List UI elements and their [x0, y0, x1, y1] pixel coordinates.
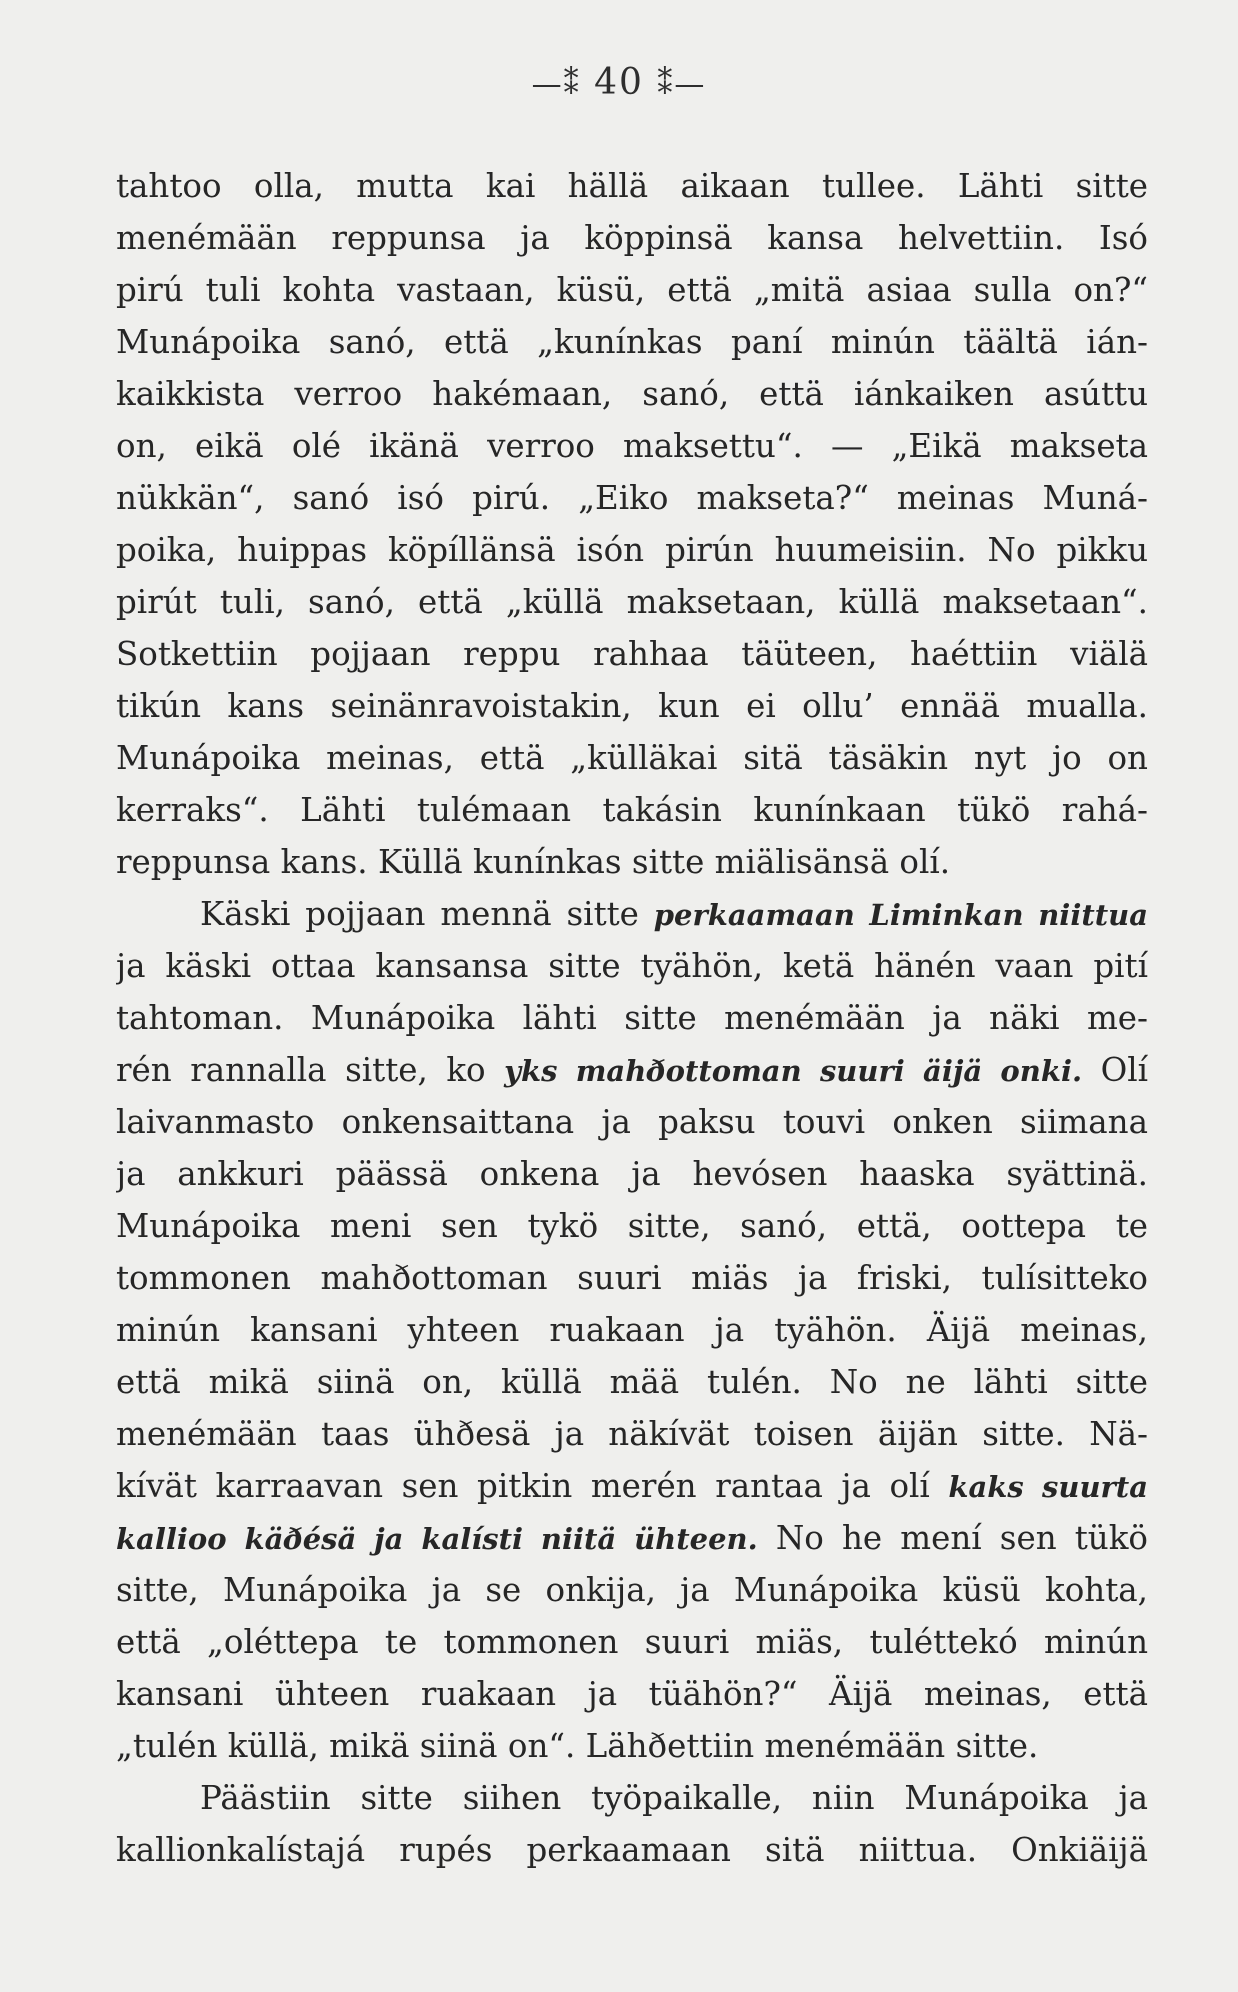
text-line: että „oléttepa te tommonen suuri miäs, tuléttekó minún	[116, 1623, 1148, 1661]
text-line: Munápoika meni sen tykö sitte, sanó, että, oottepa te	[116, 1207, 1148, 1245]
text-line: että mikä siinä on, küllä mää tulén. No ne lähti sitte	[116, 1363, 1148, 1401]
header-left-ornament: —⁑	[531, 67, 581, 102]
text-line: menémään reppunsa ja köppinsä kansa helvettiin. Isó	[116, 219, 1148, 257]
text-line: ja ankkuri päässä onkena ja hevósen haaska syättinä.	[116, 1155, 1148, 1193]
text-line: Sotkettiin pojjaan reppu rahhaa täüteen, haéttiin viälä	[116, 635, 1148, 673]
text-line: poika, huippas köpíllänsä isón pirún huumeisiin. No pikku	[116, 531, 1148, 569]
text-line: kaikkista verroo hakémaan, sanó, että iánkaiken asúttu	[116, 375, 1148, 413]
text-line: Munápoika meinas, että „külläkai sitä täsäkin nyt jo on	[116, 739, 1148, 777]
text-line: kerraks“. Lähti tulémaan takásin kunínkaan tükö rahá-	[116, 791, 1148, 829]
text-line: tikún kans seinänravoistakin, kun ei ollu’ ennää mualla.	[116, 687, 1148, 725]
text-line: kansani ühteen ruakaan ja tüähön?“ Äijä meinas, että	[116, 1675, 1148, 1713]
page-header	[0, 62, 1238, 103]
italic-phrase: kallioo käðésä ja kalísti niitä ühteen.	[116, 1522, 758, 1556]
text-line: kallionkalístajá rupés perkaamaan sitä niittua. Onkiäijä	[116, 1831, 1148, 1869]
text-line: menémään taas ühðesä ja näkívät toisen äijän sitte. Nä-	[116, 1415, 1148, 1453]
text-line: „tulén küllä, mikä siinä on“. Lähðettiin menémään sitte.	[116, 1727, 1039, 1765]
text-line: on, eikä olé ikänä verroo maksettu“. — „Eikä makseta	[116, 427, 1148, 465]
body-text	[116, 160, 1148, 1876]
text-line: Käski pojjaan mennä sitte perkaamaan Liminkan niittua	[200, 895, 1148, 933]
text-line: pirút tuli, sanó, että „küllä maksetaan, küllä maksetaan“.	[116, 583, 1148, 621]
text-line: sitte, Munápoika ja se onkija, ja Munápoika küsü kohta,	[116, 1571, 1148, 1609]
text-line: tahtoman. Munápoika lähti sitte menémään ja näki me-	[116, 999, 1148, 1037]
text-line: Munápoika sanó, että „kunínkas paní minún täältä ián-	[116, 323, 1148, 361]
text-line: tommonen mahðottoman suuri miäs ja friski, tulísitteko	[116, 1259, 1148, 1297]
italic-phrase: yks mahðottoman suuri äijä onki.	[504, 1054, 1083, 1088]
text-line: minún kansani yhteen ruakaan ja tyähön. Äijä meinas,	[116, 1311, 1148, 1349]
text-line: pirú tuli kohta vastaan, küsü, että „mitä asiaa sulla on?“	[116, 271, 1148, 309]
text-line: nükkän“, sanó isó pirú. „Eiko makseta?“ meinas Muná-	[116, 479, 1148, 517]
text-line: kívät karraavan sen pitkin merén rantaa ja olí kaks suurta	[116, 1467, 1148, 1505]
text-line: ja käski ottaa kansansa sitte tyähön, ketä hänén vaan pití	[116, 947, 1148, 985]
page-number: 40	[594, 62, 644, 103]
italic-phrase: perkaamaan Liminkan niittua	[653, 898, 1148, 932]
text-line: kallioo käðésä ja kalísti niitä ühteen. No he mení sen tükö	[116, 1519, 1148, 1557]
text-line: Päästiin sitte siihen työpaikalle, niin Munápoika ja	[200, 1779, 1148, 1817]
text-line: rén rannalla sitte, ko yks mahðottoman suuri äijä onki. Olí	[116, 1051, 1148, 1089]
text-line: laivanmasto onkensaittana ja paksu touvi onken siimana	[116, 1103, 1148, 1141]
header-right-ornament: ⁑—	[657, 67, 707, 102]
text-line: reppunsa kans. Küllä kunínkas sitte miälisänsä olí.	[116, 843, 951, 881]
text-line: tahtoo olla, mutta kai hällä aikaan tullee. Lähti sitte	[116, 167, 1148, 205]
italic-phrase: kaks suurta	[948, 1470, 1148, 1504]
